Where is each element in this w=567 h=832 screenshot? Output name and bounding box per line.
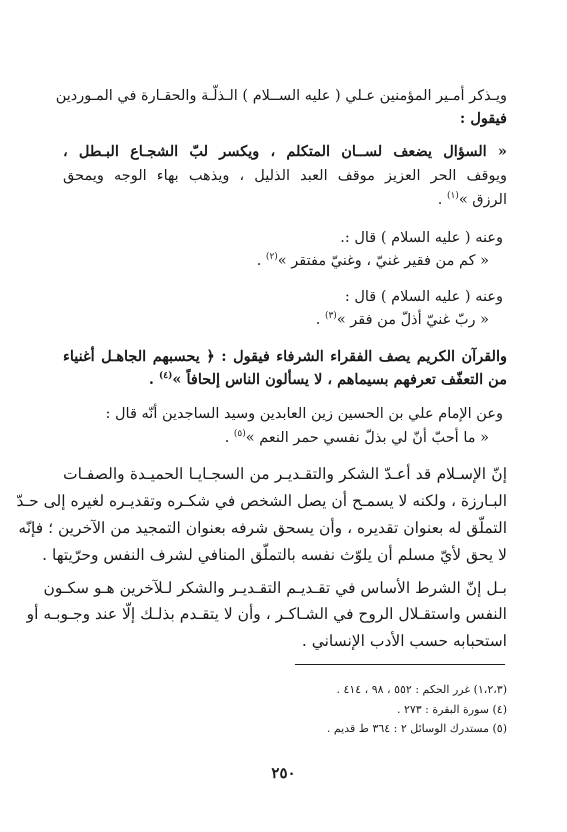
footnote-ref-2: (٢) — [265, 252, 278, 263]
footnote-separator — [295, 664, 505, 665]
page-number: ٢٥٠ — [271, 764, 296, 782]
para1-line-2: البـارزة ، ولكنه لا يسمـح أن يصل الشخص في شكـره وتقديـره لغيره إلى حـدّ — [16, 492, 507, 510]
quote1-text-end: الرزق » — [458, 192, 507, 208]
para2-line-3: استحبابه حسب الأدب الإنساني . — [301, 632, 507, 650]
quote3-line — [63, 310, 489, 330]
para2-line-2: النفس واستقـلال الروح في الشـاكـر ، وأن لا يتقـدم بذلـك إلّا عند وجـوبـه أو — [26, 605, 507, 623]
quran-text-end: من التعفّف تعرفهم بسيماهم ، لا يسألون الناس إلحافاً » — [172, 371, 507, 388]
para1-line-4: لا يحق لأيّ مسلم أن يلوّث نفسه بالتملّق المنافي لشرف النفس وحرّيتها . — [42, 546, 507, 564]
footnote-3: (٥) مستدرك الوسائل ٢ : ٣٦٤ ط قديم . — [326, 722, 507, 735]
quote2-text: « كم من فقير غنيّ ، وغنيّ مفتقر » — [277, 253, 489, 269]
footnote-2: (٤) سورة البقرة : ٢٧٣ . — [396, 703, 507, 716]
para1-line-3: التملّق له بعنوان تقديره ، وأن يسحق شرفه بعنوان التمجيد من الآخرين ؛ فإنّه — [18, 519, 507, 537]
quote3-period: . — [315, 312, 325, 328]
quote2-period: . — [256, 253, 266, 269]
quote5-text: « ما أحبّ أنّ لي بذلّ نفسي حمر النعم » — [245, 430, 489, 446]
quote3-text: « ربّ غنيّ أذلّ من فقر » — [336, 312, 489, 328]
intro-line-1: ويـذكر أمـير المؤمنين عـلي ( عليه الســلام ) الـذلّـة والحقـارة في المـوردين — [55, 88, 507, 104]
quote1-line-3 — [63, 190, 507, 210]
quote2-line — [63, 251, 489, 271]
quote1-line-2: ويوقف الحر العزيز موقف العبد الذليل ، ويذهب بهاء الوجه ويمحق — [63, 168, 507, 184]
quote5-period: . — [224, 430, 234, 446]
footnote-ref-5: (٥) — [233, 429, 246, 440]
intro-line-2: فيقول : — [459, 110, 507, 127]
para2-line-1: بـل إنّ الشرط الأساس في تقـديـم التقـديـر والشكر لـلآخرين هـو سكـون — [43, 579, 507, 597]
quote1-period: . — [437, 192, 447, 208]
quran-line-1: والقرآن الكريم يصف الفقراء الشرفاء فيقول : ﴿ يحسبهم الجاهـل أغنياء — [63, 348, 507, 365]
imam-line: وعن الإمام علي بن الحسين زين العابدين وسيد الساجدين أنّه قال : — [105, 406, 503, 422]
para1-line-1: إنّ الإسـلام قد أعـدّ الشكر والتقـديـر من السجـايـا الحميـدة والصفـات — [63, 465, 507, 483]
footnote-1: (١،٢،٣) غرر الحكم : ٥٥٢ ، ٩٨ ، ٤١٤ . — [336, 683, 507, 696]
quote1-line-1: « السؤال يضعف لســان المتكلم ، ويكسر لبّ الشجـاع البـطل ، — [63, 143, 507, 160]
footnote-ref-3: (٣) — [324, 311, 337, 322]
footnote-ref-4: (٤) — [159, 371, 173, 382]
narration-2: وعنه ( عليه السلام ) قال :. — [340, 230, 503, 246]
quran-period: . — [148, 371, 159, 388]
footnote-ref-1: (١) — [446, 191, 459, 202]
quote5-line — [63, 428, 489, 448]
narration-3: وعنه ( عليه السلام ) قال : — [344, 289, 503, 305]
quran-line-2 — [63, 370, 507, 390]
